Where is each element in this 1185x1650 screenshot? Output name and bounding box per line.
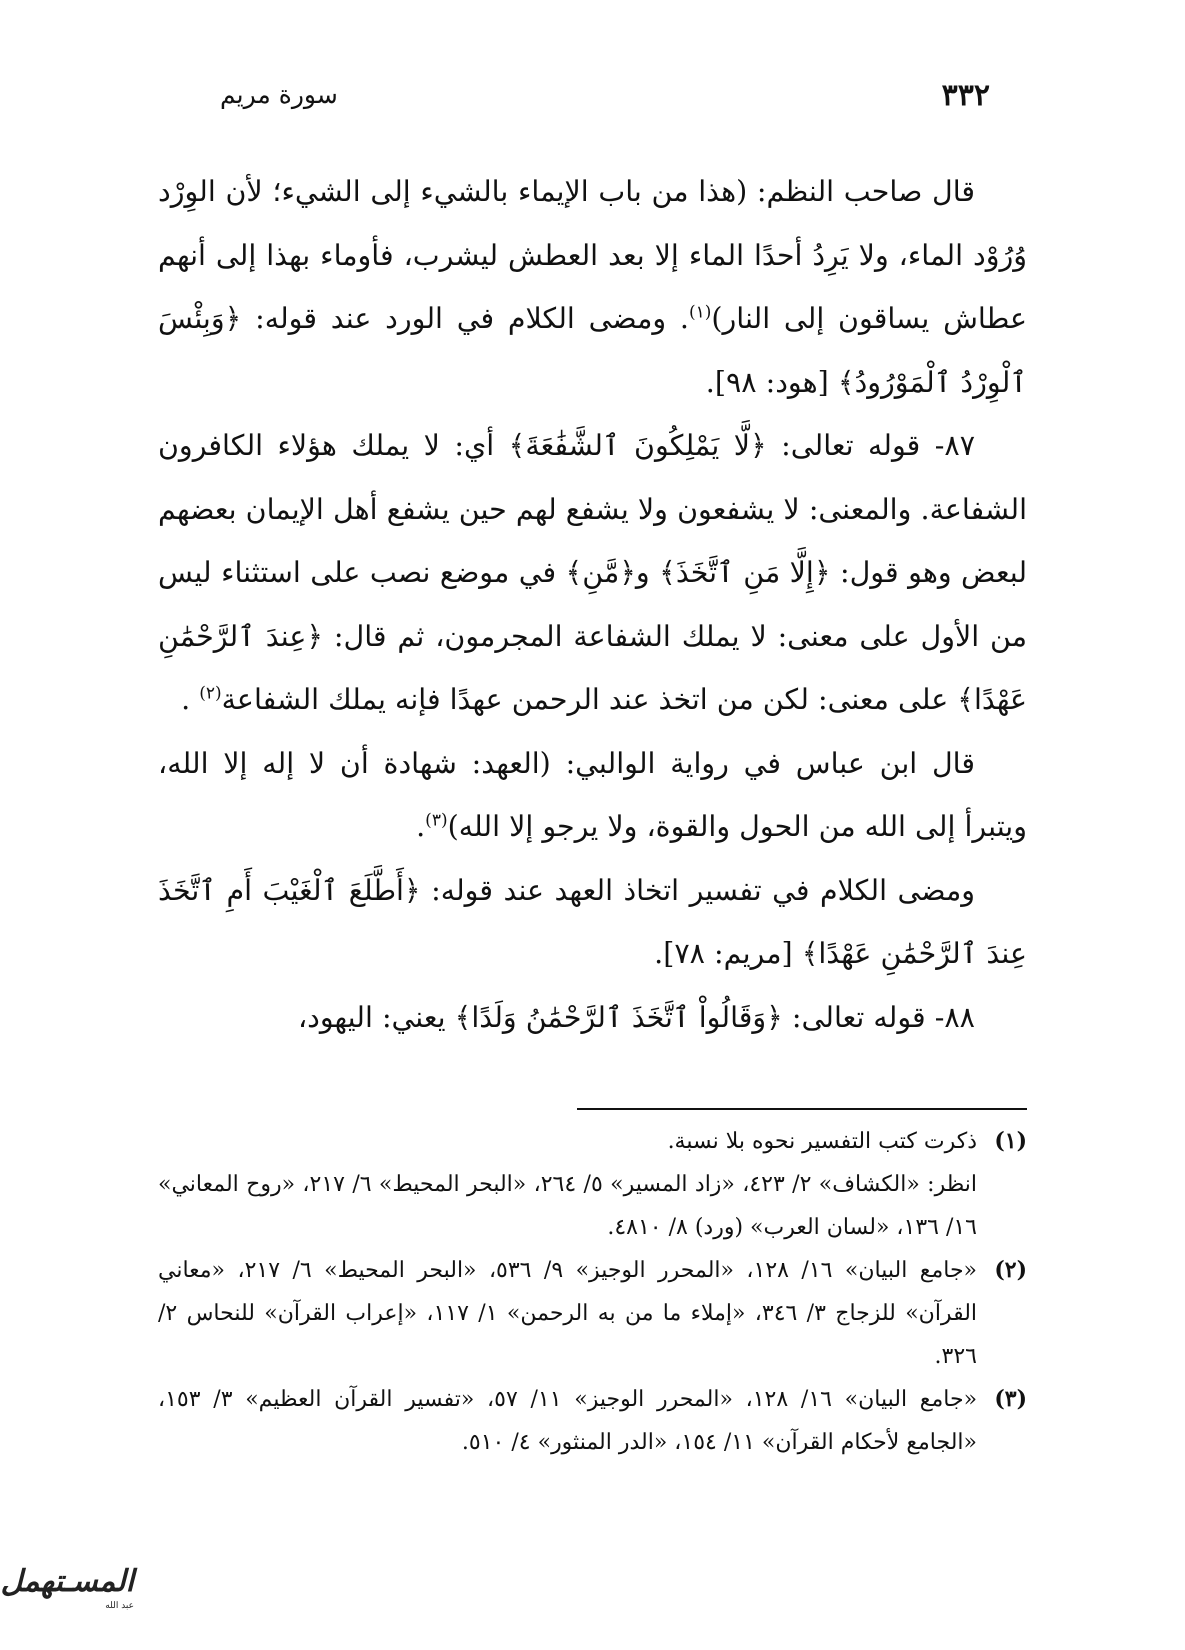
main-text <box>158 160 1027 1049</box>
text-run: . ومضى الكلام في الورد عند قوله: <box>241 302 689 335</box>
page-number: ٣٣٢ <box>941 78 990 113</box>
text-run: . <box>416 810 426 843</box>
footnote-line: «جامع البيان» ١٦/ ١٢٨، «المحرر الوجيز» ٩/ ٥٣٦، «البحر المحيط» ٦/ ٢١٧، «معاني القرآن» للزجاج ٣/ ٣٤٦، «إملاء ما من به الرحمن» ١/ ١١٧، «إعراب القرآن» للنحاس ٢/ ٣٢٦. <box>158 1258 978 1369</box>
footnote-3 <box>158 1378 1027 1464</box>
quran-verse: ﴿إِلَّا مَنِ ٱتَّخَذَ﴾ <box>659 556 831 589</box>
quran-verse: ﴿وَقَالُواْ ٱتَّخَذَ ٱلرَّحْمَٰنُ وَلَدًا﴾ <box>454 1000 783 1034</box>
verse-reference: [مريم: ٧٨]. <box>654 937 802 970</box>
footnote-2 <box>158 1249 1027 1378</box>
text-run: أي: لا يملك هؤلاء الكافرون الشفاعة. والمعنى: لا يشفعون ولا يشفع لهم حين يشفع أهل الإيمان بعضهم لبعض وهو قول: <box>158 429 1028 589</box>
footnote-marker: (٣) <box>425 810 448 831</box>
paragraph-4 <box>158 859 1027 986</box>
footnote-separator <box>577 1108 1027 1110</box>
quran-verse: ﴿وَبِئْسَ ٱلْوِرْدُ ٱلْمَوْرُودُ﴾ <box>158 302 1027 399</box>
text-run: . <box>181 683 200 716</box>
text-run: قال ابن عباس في رواية الوالبي: (العهد: شهادة أن لا إله إلا الله، ويتبرأ إلى الله من الحول والقوة، ولا يرجو إلا الله) <box>158 746 1027 843</box>
quran-verse: ﴿أَطَّلَعَ ٱلْغَيْبَ أَمِ ٱتَّخَذَ عِندَ ٱلرَّحْمَٰنِ عَهْدًا﴾ <box>158 873 1027 970</box>
surah-title: سورة مريم <box>220 80 338 109</box>
text-run: على معنى: لكن من اتخذ عند الرحمن عهدًا فإنه يملك الشفاعة <box>221 683 958 716</box>
paragraph-3 <box>158 732 1027 859</box>
footnote-body <box>158 1378 977 1464</box>
footnote-line: «جامع البيان» ١٦/ ١٢٨، «المحرر الوجيز» ١١/ ٥٧، «تفسير القرآن العظيم» ٣/ ١٥٣، «الجامع لأحكام القرآن» ١١/ ١٥٤، «الدر المنثور» ٤/ ٥١٠. <box>158 1387 978 1455</box>
watermark-logo <box>0 1564 134 1625</box>
watermark-text: المسـتهمل <box>0 1564 134 1599</box>
footnote-number: (٣) <box>994 1386 1027 1412</box>
text-run: و <box>635 556 660 589</box>
paragraph-2 <box>158 414 1027 732</box>
watermark-subtext: عبد الله <box>105 1601 134 1611</box>
footnote-marker: (٢) <box>199 683 222 704</box>
footnote-number: (١) <box>994 1128 1027 1154</box>
text-run: في موضع نصب على استثناء ليس من الأول على معنى: لا يملك الشفاعة المجرمون، ثم قال: <box>158 556 1027 653</box>
text-run: ٨٨- قوله تعالى: <box>782 1000 975 1034</box>
paragraph-5 <box>158 986 1027 1050</box>
footnote-marker: (١) <box>688 302 712 323</box>
verse-reference: [هود: ٩٨]. <box>705 365 838 399</box>
text-run: قال صاحب النظم: (هذا من باب الإيماء بالشيء إلى الشيء؛ لأن الوِرْد وُرُوْد الماء، ولا يَرِدُ أحدًا الماء إلا بعد العطش ليشرب، فأوماء بهذا إلى أنهم عطاش يساقون إلى النار) <box>158 175 1027 335</box>
page-header <box>195 72 990 122</box>
quran-verse: ﴿مَّنِ﴾ <box>565 556 636 589</box>
text-run: ٨٧- قوله تعالى: <box>766 429 976 462</box>
footnotes <box>158 1120 1027 1464</box>
footnote-body <box>158 1120 977 1249</box>
text-run: يعني: اليهود، <box>297 1000 455 1034</box>
paragraph-1 <box>158 160 1027 414</box>
footnote-number: (٢) <box>994 1257 1027 1283</box>
quran-verse: ﴿لَّا يَمْلِكُونَ ٱلشَّفَٰعَةَ﴾ <box>508 429 767 462</box>
text-run: ومضى الكلام في تفسير اتخاذ العهد عند قوله: <box>420 873 975 907</box>
quran-verse: ﴿عِندَ ٱلرَّحْمَٰنِ عَهْدًا﴾ <box>158 619 1027 716</box>
footnote-body <box>158 1249 977 1378</box>
footnote-1 <box>158 1120 1027 1249</box>
footnote-line: ذكرت كتب التفسير نحوه بلا نسبة. <box>667 1129 977 1154</box>
footnote-line: انظر: «الكشاف» ٢/ ٤٢٣، «زاد المسير» ٥/ ٢٦٤، «البحر المحيط» ٦/ ٢١٧، «روح المعاني» ١٦/ ١٣٦، «لسان العرب» (ورد) ٨/ ٤٨١٠. <box>158 1172 977 1240</box>
